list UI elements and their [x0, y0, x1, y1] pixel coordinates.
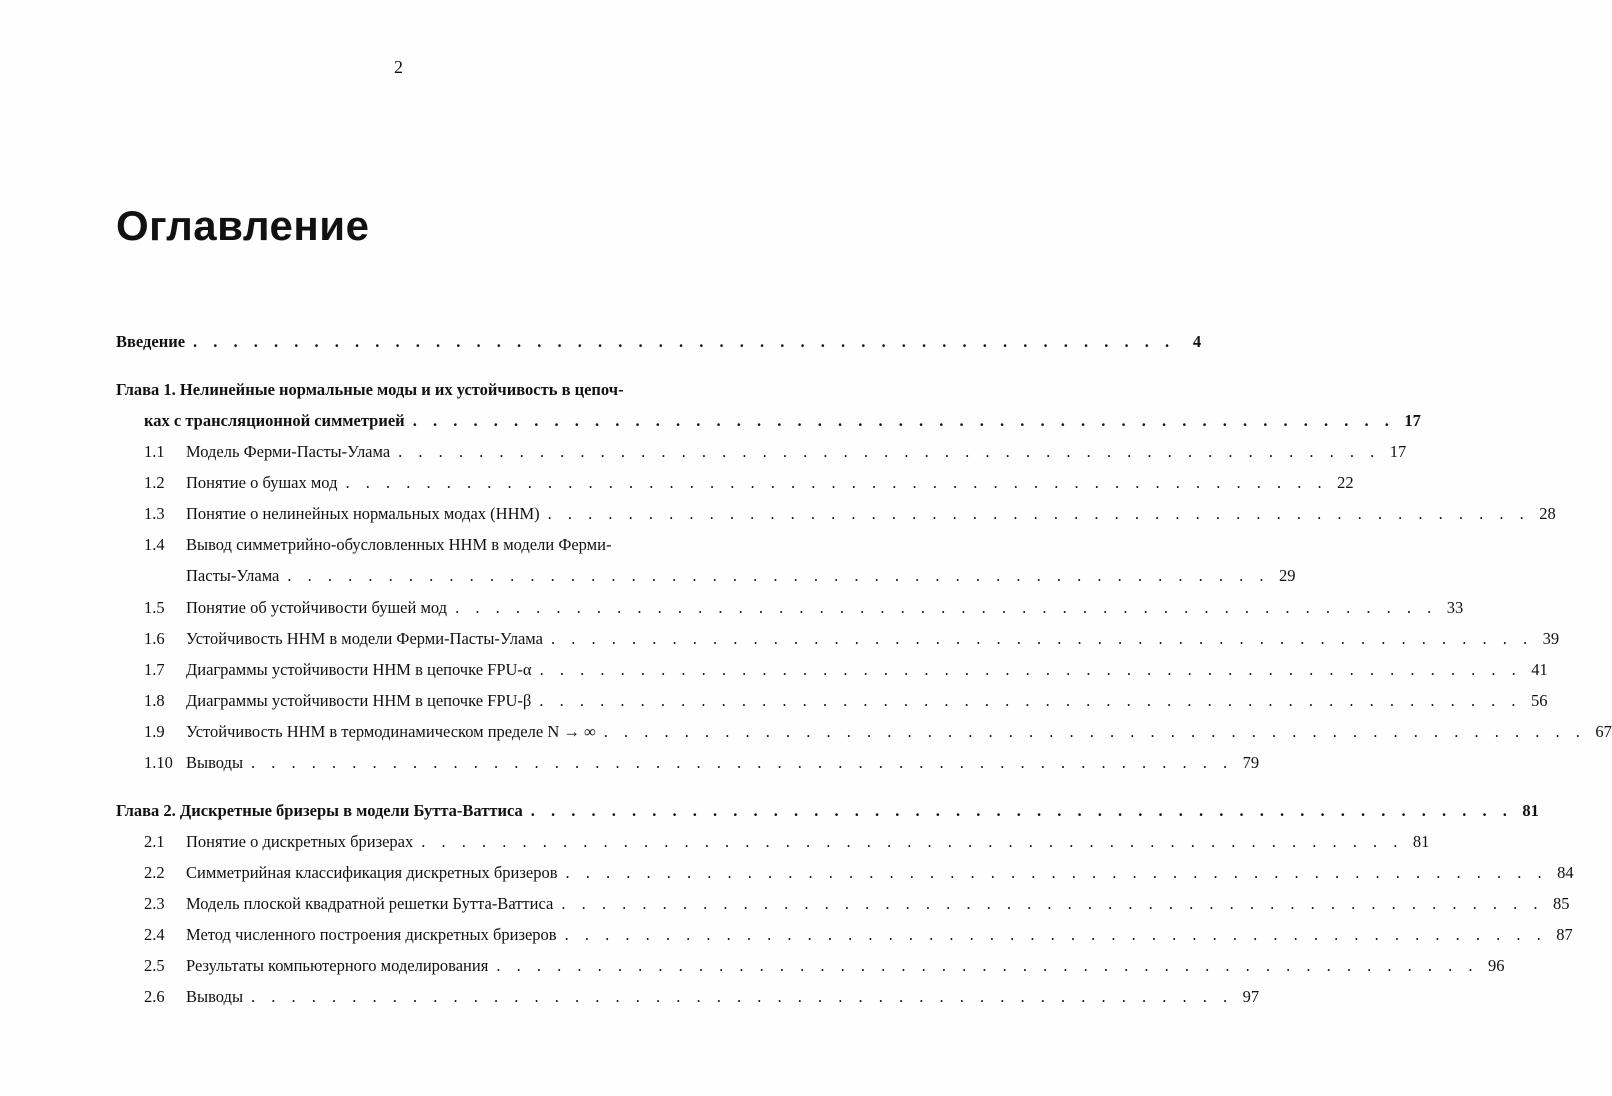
toc-entry-1-1[interactable]	[116, 440, 1407, 464]
dot-leader: . . . . . . . . . . . . . . . . . . . . . . . . . . . . . . . . . . . . . . . . . . . . . . . . .	[561, 894, 1544, 913]
toc-entry-page: 41	[1531, 660, 1548, 679]
section-number: 2.3	[144, 894, 165, 913]
toc-entry-label: Понятие о нелинейных нормальных модах (ННМ)	[186, 504, 540, 523]
toc-entry-2-2[interactable]	[116, 861, 1574, 885]
toc-entry-page: 22	[1337, 473, 1354, 492]
section-number: 2.1	[144, 832, 165, 851]
toc-entry-page: 85	[1552, 894, 1570, 913]
dot-leader: . . . . . . . . . . . . . . . . . . . . . . . . . . . . . . . . . . . . . . . . . . . . . . . . .	[603, 722, 1586, 741]
toc-entry-page: 84	[1557, 863, 1574, 882]
toc-entry-label: Глава 1. Нелинейные нормальные моды и их устойчивость в цепоч-	[116, 380, 624, 399]
toc-entry-label: Вывод симметрийно-обусловленных ННМ в модели Ферми-	[186, 535, 612, 554]
toc-entry-2-1[interactable]	[116, 830, 1430, 854]
section-number: 1.6	[144, 629, 165, 648]
section-number: 1.3	[144, 504, 165, 523]
toc-entry-intro[interactable]	[116, 330, 1202, 354]
toc-entry-label: Симметрийная классификация дискретных бризеров	[186, 863, 558, 882]
toc-entry-chapter-1-cont[interactable]	[144, 409, 1421, 433]
toc-entry-1-4[interactable]	[116, 533, 720, 557]
dot-leader: . . . . . . . . . . . . . . . . . . . . . . . . . . . . . . . . . . . . . . . . . . . . . . . . .	[564, 925, 1547, 944]
toc-entry-1-6[interactable]	[116, 627, 1560, 651]
toc-entry-page: 29	[1279, 566, 1296, 585]
toc-entry-page: 17	[1389, 442, 1407, 461]
section-number: 2.6	[144, 987, 165, 1006]
page-title: Оглавление	[116, 202, 370, 249]
toc-entry-label: Глава 2. Дискретные бризеры в модели Бутта-Ваттиса	[116, 801, 523, 820]
section-number: 1.9	[144, 722, 165, 741]
dot-leader: . . . . . . . . . . . . . . . . . . . . . . . . . . . . . . . . . . . . . . . . . . . . . . . . .	[412, 411, 1395, 430]
toc-entry-page: 97	[1242, 987, 1260, 1006]
toc-entry-page: 17	[1404, 411, 1421, 430]
toc-entry-2-3[interactable]	[116, 892, 1570, 916]
toc-entry-1-4-cont[interactable]	[186, 564, 1296, 588]
toc-entry-page: 39	[1542, 629, 1560, 648]
section-number: 1.5	[144, 598, 165, 617]
toc-entry-label: Устойчивость ННМ в модели Ферми-Пасты-Улама	[186, 629, 543, 648]
toc-entry-label: Выводы	[186, 987, 244, 1006]
toc-entry-label: Модель Ферми-Пасты-Улама	[186, 442, 391, 461]
dot-leader: . . . . . . . . . . . . . . . . . . . . . . . . . . . . . . . . . . . . . . . . . . . . . . . . .	[251, 753, 1234, 772]
section-number: 2.2	[144, 863, 165, 882]
section-number: 1.10	[144, 753, 173, 772]
dot-leader: . . . . . . . . . . . . . . . . . . . . . . . . . . . . . . . . . . . . . . . . . . . . . . . . .	[345, 473, 1328, 492]
toc-entry-label: Диаграммы устойчивости ННМ в цепочке FPU-α	[186, 660, 532, 679]
toc-entry-page: 79	[1242, 753, 1260, 772]
dot-leader: . . . . . . . . . . . . . . . . . . . . . . . . . . . . . . . . . . . . . . . . . . . . . . . . .	[455, 598, 1438, 617]
toc-entry-page: 96	[1487, 956, 1505, 975]
toc-entry-label: Метод численного построения дискретных бризеров	[186, 925, 557, 944]
toc-entry-page: 81	[1522, 801, 1539, 820]
toc-entry-page: 56	[1530, 691, 1548, 710]
toc-entry-2-5[interactable]	[116, 954, 1505, 978]
toc-entry-label: Выводы	[186, 753, 244, 772]
toc-entry-2-6[interactable]	[116, 985, 1260, 1009]
toc-entry-page: 4	[1192, 332, 1202, 351]
toc-entry-1-9[interactable]	[116, 720, 1612, 744]
dot-leader: . . . . . . . . . . . . . . . . . . . . . . . . . . . . . . . . . . . . . . . . . . . . . . . . .	[287, 566, 1270, 585]
dot-leader: . . . . . . . . . . . . . . . . . . . . . . . . . . . . . . . . . . . . . . . . . . . . . . . . .	[565, 863, 1548, 882]
toc-entry-1-10[interactable]	[116, 751, 1260, 775]
page-number: 2	[394, 57, 403, 77]
section-number: 1.4	[144, 535, 165, 554]
dot-leader: . . . . . . . . . . . . . . . . . . . . . . . . . . . . . . . . . . . . . . . . . . . . . . . . .	[539, 660, 1522, 679]
dot-leader: . . . . . . . . . . . . . . . . . . . . . . . . . . . . . . . . . . . . . . . . . . . . . . . . .	[398, 442, 1381, 461]
dot-leader: . . . . . . . . . . . . . . . . . . . . . . . . . . . . . . . . . . . . . . . . . . . . . . . . .	[496, 956, 1479, 975]
toc-entry-page: 33	[1446, 598, 1464, 617]
section-number: 1.2	[144, 473, 165, 492]
toc-entry-label: Понятие о дискретных бризерах	[186, 832, 414, 851]
dot-leader: . . . . . . . . . . . . . . . . . . . . . . . . . . . . . . . . . . . . . . . . . . . . . . . . .	[550, 629, 1534, 648]
dot-leader: . . . . . . . . . . . . . . . . . . . . . . . . . . . . . . . . . . . . . . . . . . . . . . . . .	[539, 691, 1522, 710]
section-number: 2.5	[144, 956, 165, 975]
toc-entry-page: 28	[1539, 504, 1556, 523]
toc-entry-label: Введение	[116, 332, 186, 351]
toc-entry-label: Понятие об устойчивости бушей мод	[186, 598, 448, 617]
toc-entry-label: Понятие о бушах мод	[186, 473, 338, 492]
toc-entry-label: Устойчивость ННМ в термодинамическом пределе N → ∞	[186, 722, 596, 741]
toc-entry-chapter-2[interactable]	[116, 799, 1539, 823]
dot-leader: . . . . . . . . . . . . . . . . . . . . . . . . . . . . . . . . . . . . . . . . . . . . . . . . .	[193, 332, 1176, 351]
toc-entry-1-7[interactable]	[116, 658, 1548, 682]
toc-entry-label: Диаграммы устойчивости ННМ в цепочке FPU-β	[186, 691, 532, 710]
toc-entry-page: 81	[1412, 832, 1430, 851]
section-number: 1.8	[144, 691, 165, 710]
toc-entry-1-5[interactable]	[116, 596, 1464, 620]
toc-entry-1-8[interactable]	[116, 689, 1548, 713]
toc-entry-1-2[interactable]	[116, 471, 1354, 495]
toc-entry-page: 67	[1595, 722, 1612, 741]
toc-entry-label: Пасты-Улама	[186, 566, 280, 585]
section-number: 1.7	[144, 660, 165, 679]
dot-leader: . . . . . . . . . . . . . . . . . . . . . . . . . . . . . . . . . . . . . . . . . . . . . . . . .	[547, 504, 1530, 523]
toc-entry-label: Модель плоской квадратной решетки Бутта-Ваттиса	[186, 894, 554, 913]
toc-entry-label: Результаты компьютерного моделирования	[186, 956, 489, 975]
dot-leader: . . . . . . . . . . . . . . . . . . . . . . . . . . . . . . . . . . . . . . . . . . . . . . . . .	[421, 832, 1404, 851]
toc-entry-2-4[interactable]	[116, 923, 1573, 947]
toc-entry-1-3[interactable]	[116, 502, 1556, 526]
section-number: 2.4	[144, 925, 165, 944]
toc-entry-label: ках с трансляционной симметрией	[144, 411, 405, 430]
toc-entry-page: 87	[1556, 925, 1573, 944]
toc-entry-chapter-1[interactable]	[116, 378, 720, 402]
dot-leader: . . . . . . . . . . . . . . . . . . . . . . . . . . . . . . . . . . . . . . . . . . . . . . . . .	[530, 801, 1513, 820]
dot-leader: . . . . . . . . . . . . . . . . . . . . . . . . . . . . . . . . . . . . . . . . . . . . . . . . .	[251, 987, 1234, 1006]
section-number: 1.1	[144, 442, 165, 461]
